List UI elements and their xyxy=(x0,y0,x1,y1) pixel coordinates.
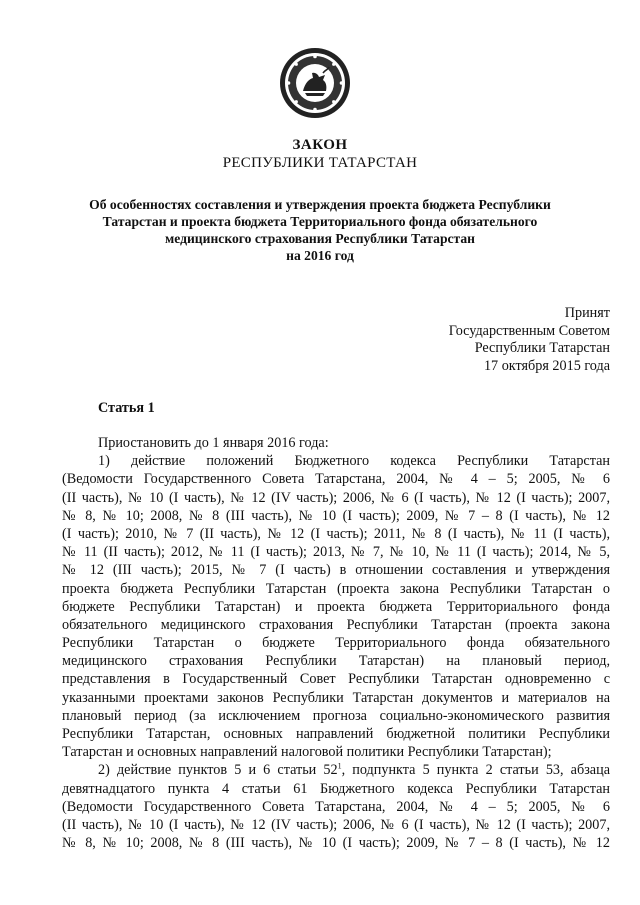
subject-line: Татарстан и проекта бюджета Территориального фонда обязательного xyxy=(102,214,538,229)
body-line: бюджете Республики Татарстан) и проекта бюджета Территориального фонда xyxy=(62,598,610,615)
body-line: девятнадцатого пункта 4 статьи 61 Бюджетного кодекса Республики Татарстан xyxy=(62,780,610,797)
law-subject xyxy=(0,196,640,264)
body-line: (II часть), № 10 (I часть), № 12 (IV часть); 2006, № 6 (I часть), № 12 (I часть); 2007, xyxy=(62,816,610,833)
adoption-line: Республики Татарстан xyxy=(474,340,610,356)
adoption-block xyxy=(449,305,610,375)
subject-line: Об особенностях составления и утверждения проекта бюджета Республики xyxy=(89,197,551,212)
text-fragment: , подпункта 5 пункта 2 статьи 53, абзаца xyxy=(341,762,610,779)
law-title: ЗАКОН xyxy=(292,137,348,153)
text-fragment: 2) действие пунктов 5 и 6 статьи 52 xyxy=(98,762,338,779)
body-line: указанными проектами законов Республики Татарстан документов и материалов на xyxy=(62,689,610,706)
article-heading: Статья 1 xyxy=(98,400,155,416)
superscript: 1 xyxy=(337,761,342,771)
subject-line: медицинского страхования Республики Татарстан xyxy=(164,231,476,246)
coat-of-arms-emblem xyxy=(279,47,351,119)
body-line: представления в Государственный Совет Республики Татарстан одновременно с xyxy=(62,671,610,688)
body-line xyxy=(62,761,610,779)
body-line: медицинского страхования Республики Татарстан) на плановый период, xyxy=(62,653,610,670)
body-line: (I часть); 2010, № 7 (II часть), № 12 (I часть); 2011, № 8 (I часть), № 11 (I часть), xyxy=(62,525,610,542)
body-line: обязательного медицинского страхования Республики Татарстан (проекта закона xyxy=(62,616,610,633)
body-line: № 11 (II часть); 2012, № 11 (I часть); 2013, № 7, № 10, № 11 (I часть); 2014, № 5, xyxy=(62,544,610,561)
adoption-date: 17 октября 2015 года xyxy=(483,357,610,374)
subject-line: на 2016 год xyxy=(286,248,354,263)
body-line: Татарстан и основных направлений налоговой политики Республики Татарстан); xyxy=(62,744,552,761)
body-line: проекта бюджета Республики Татарстан (проекта закона Республики Татарстан о xyxy=(62,580,610,597)
body-line: (Ведомости Государственного Совета Татарстана, 2004, № 4 – 5; 2005, № 6 xyxy=(62,798,610,815)
adoption-line: Принят xyxy=(564,305,610,321)
body-line: Республики Татарстан о бюджете Территориального фонда обязательного xyxy=(62,635,610,652)
body-line: Республики Татарстан, основных направлений бюджетной политики Республики xyxy=(62,726,610,742)
body-line: (Ведомости Государственного Совета Татарстана, 2004, № 4 – 5; 2005, № 6 xyxy=(62,471,610,488)
body-intro: Приостановить до 1 января 2016 года: xyxy=(98,435,329,451)
body-line: № 12 (III часть); 2015, № 7 (I часть) в отношении составления и утверждения xyxy=(62,562,610,579)
body-line: (II часть), № 10 (I часть), № 12 (IV часть); 2006, № 6 (I часть), № 12 (I часть); 2007, xyxy=(62,489,610,506)
body-line: № 8, № 10; 2008, № 8 (III часть), № 10 (I часть); 2009, № 7 – 8 (I часть), № 12 xyxy=(62,507,610,524)
republic-title: РЕСПУБЛИКИ ТАТАРСТАН xyxy=(222,155,418,171)
body-line: № 8, № 10; 2008, № 8 (III часть), № 10 (I часть); 2009, № 7 – 8 (I часть), № 12 xyxy=(62,835,610,852)
adoption-line: Государственным Советом xyxy=(448,322,610,339)
article-body xyxy=(62,434,610,852)
body-line: 1) действие положений Бюджетного кодекса Республики Татарстан xyxy=(98,453,610,470)
body-line: плановый период (за исключением прогноза социально-экономического развития xyxy=(62,707,610,724)
